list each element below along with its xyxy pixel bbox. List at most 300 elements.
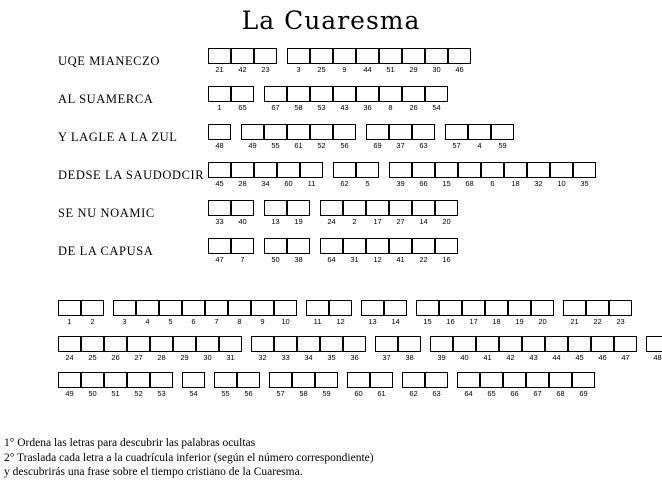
letter-cell-wrap xyxy=(320,336,343,362)
letter-cell[interactable] xyxy=(435,200,458,216)
letter-cell[interactable] xyxy=(208,238,231,254)
letter-cell-wrap xyxy=(476,336,499,362)
letter-cell-wrap xyxy=(462,300,485,326)
cell-number: 67 xyxy=(533,389,542,398)
letter-cell[interactable] xyxy=(208,200,231,216)
letter-cell-wrap xyxy=(287,200,310,226)
letter-cell[interactable] xyxy=(264,200,287,216)
letter-cell[interactable] xyxy=(287,200,310,216)
letter-cell-wrap xyxy=(182,300,205,326)
letter-group xyxy=(208,48,277,74)
cell-number: 6 xyxy=(490,179,495,188)
letter-cell[interactable] xyxy=(425,86,448,102)
letter-cell[interactable] xyxy=(241,124,264,140)
cell-number: 65 xyxy=(487,389,496,398)
letter-cell[interactable] xyxy=(412,238,435,254)
letter-cell[interactable] xyxy=(402,372,425,388)
letter-cell-wrap xyxy=(412,124,435,150)
letter-group xyxy=(347,372,393,398)
cell-number: 35 xyxy=(580,179,589,188)
letter-cell[interactable] xyxy=(508,300,531,316)
letter-cell[interactable] xyxy=(251,336,274,352)
letter-cell-wrap xyxy=(113,300,136,326)
letter-cell[interactable] xyxy=(448,48,471,64)
letter-cell-wrap xyxy=(228,300,251,326)
letter-cell-wrap xyxy=(254,48,277,74)
letter-cell-wrap xyxy=(300,162,323,188)
cell-number: 42 xyxy=(506,353,515,362)
letter-cell[interactable] xyxy=(127,336,150,352)
letter-cell-wrap xyxy=(58,336,81,362)
letter-cell[interactable] xyxy=(568,336,591,352)
letter-cell-wrap xyxy=(550,162,573,188)
letter-cell-wrap xyxy=(389,124,412,150)
letter-group xyxy=(208,86,254,112)
cell-number: 21 xyxy=(570,317,579,326)
letter-cell[interactable] xyxy=(499,336,522,352)
letter-cell[interactable] xyxy=(398,336,421,352)
letter-group xyxy=(208,124,231,150)
letter-cell-wrap xyxy=(389,200,412,226)
letter-cell[interactable] xyxy=(366,200,389,216)
letter-cell-wrap xyxy=(522,336,545,362)
letter-group xyxy=(361,300,407,326)
instruction-line: 1° Ordena las letras para descubrir las palabras ocultas xyxy=(4,437,256,449)
letter-cell-wrap xyxy=(264,238,287,264)
letter-cell[interactable] xyxy=(522,336,545,352)
letter-cell[interactable] xyxy=(329,300,352,316)
letter-cell-wrap xyxy=(251,336,274,362)
letter-cell-wrap xyxy=(208,124,231,150)
letter-cell[interactable] xyxy=(208,162,231,178)
cell-number: 45 xyxy=(575,353,584,362)
letter-cell[interactable] xyxy=(264,124,287,140)
letter-group xyxy=(264,86,448,112)
letter-cell[interactable] xyxy=(445,124,468,140)
cell-number: 7 xyxy=(214,317,219,326)
letter-cell-wrap xyxy=(646,336,662,362)
letter-cell-wrap xyxy=(292,372,315,398)
instructions-block xyxy=(4,436,374,480)
clue-section xyxy=(0,48,662,276)
letter-cell-wrap xyxy=(208,48,231,74)
letter-cell[interactable] xyxy=(389,124,412,140)
letter-cell-wrap xyxy=(468,124,491,150)
letter-cell[interactable] xyxy=(412,124,435,140)
letter-cell[interactable] xyxy=(320,200,343,216)
letter-cell[interactable] xyxy=(264,238,287,254)
cell-number: 44 xyxy=(552,353,561,362)
letter-cell[interactable] xyxy=(343,238,366,254)
cell-number: 58 xyxy=(294,103,303,112)
letter-group xyxy=(375,336,421,362)
letter-cell[interactable] xyxy=(113,300,136,316)
letter-cell[interactable] xyxy=(379,86,402,102)
cell-number: 34 xyxy=(304,353,313,362)
cell-number: 64 xyxy=(464,389,473,398)
letter-cell-wrap xyxy=(264,124,287,150)
letter-cell-wrap xyxy=(503,372,526,398)
cell-number: 8 xyxy=(388,103,393,112)
cell-number: 59 xyxy=(322,389,331,398)
letter-cell[interactable] xyxy=(402,86,425,102)
letter-cell-wrap xyxy=(508,300,531,326)
letter-cell-wrap xyxy=(264,86,287,112)
letter-cell[interactable] xyxy=(435,162,458,178)
letter-cell[interactable] xyxy=(310,86,333,102)
letter-cell[interactable] xyxy=(366,124,389,140)
letter-group xyxy=(264,200,310,226)
letter-cell[interactable] xyxy=(384,300,407,316)
letter-cell-wrap xyxy=(241,124,264,150)
letter-cell[interactable] xyxy=(104,336,127,352)
clue-answer-boxes xyxy=(208,124,524,150)
letter-cell[interactable] xyxy=(127,372,150,388)
letter-cell-wrap xyxy=(208,238,231,264)
letter-cell-wrap xyxy=(287,48,310,74)
letter-cell-wrap xyxy=(573,162,596,188)
letter-cell-wrap xyxy=(370,372,393,398)
cell-number: 53 xyxy=(157,389,166,398)
letter-cell[interactable] xyxy=(306,300,329,316)
letter-cell-wrap xyxy=(231,162,254,188)
cell-number: 61 xyxy=(294,141,303,150)
letter-cell[interactable] xyxy=(81,336,104,352)
letter-cell-wrap xyxy=(182,372,205,398)
letter-cell[interactable] xyxy=(264,86,287,102)
letter-cell[interactable] xyxy=(366,238,389,254)
letter-cell[interactable] xyxy=(274,300,297,316)
letter-cell[interactable] xyxy=(287,238,310,254)
letter-cell[interactable] xyxy=(389,162,412,178)
letter-cell[interactable] xyxy=(412,200,435,216)
letter-cell-wrap xyxy=(81,372,104,398)
letter-cell[interactable] xyxy=(320,336,343,352)
letter-cell[interactable] xyxy=(300,162,323,178)
letter-cell[interactable] xyxy=(254,48,277,64)
letter-cell[interactable] xyxy=(356,48,379,64)
letter-cell[interactable] xyxy=(231,86,254,102)
letter-cell-wrap xyxy=(196,336,219,362)
letter-cell-wrap xyxy=(58,372,81,398)
letter-cell[interactable] xyxy=(58,372,81,388)
letter-cell-wrap xyxy=(208,200,231,226)
letter-cell[interactable] xyxy=(356,162,379,178)
cell-number: 47 xyxy=(215,255,224,264)
cell-number: 19 xyxy=(515,317,524,326)
letter-cell[interactable] xyxy=(58,300,81,316)
letter-cell[interactable] xyxy=(425,48,448,64)
letter-cell[interactable] xyxy=(458,162,481,178)
letter-cell-wrap xyxy=(306,300,329,326)
letter-cell[interactable] xyxy=(646,336,662,352)
letter-cell[interactable] xyxy=(333,48,356,64)
cell-number: 67 xyxy=(271,103,280,112)
cell-number: 50 xyxy=(271,255,280,264)
clue-word: DE LA CAPUSA xyxy=(58,244,154,258)
cell-number: 29 xyxy=(180,353,189,362)
letter-cell-wrap xyxy=(343,200,366,226)
letter-cell-wrap xyxy=(356,86,379,112)
letter-cell[interactable] xyxy=(591,336,614,352)
cell-number: 51 xyxy=(386,65,395,74)
letter-group xyxy=(251,336,366,362)
letter-cell-wrap xyxy=(356,162,379,188)
letter-cell[interactable] xyxy=(277,162,300,178)
letter-group xyxy=(366,124,435,150)
letter-cell[interactable] xyxy=(208,48,231,64)
cell-number: 13 xyxy=(368,317,377,326)
letter-cell[interactable] xyxy=(485,300,508,316)
letter-cell[interactable] xyxy=(237,372,260,388)
cell-number: 42 xyxy=(238,65,247,74)
letter-cell-wrap xyxy=(531,300,554,326)
letter-cell[interactable] xyxy=(356,86,379,102)
letter-cell[interactable] xyxy=(480,372,503,388)
clue-word: Y LAGLE A LA ZUL xyxy=(58,130,178,144)
letter-cell[interactable] xyxy=(159,300,182,316)
letter-group xyxy=(320,238,458,264)
letter-cell[interactable] xyxy=(208,124,231,140)
letter-cell-wrap xyxy=(343,336,366,362)
clue-word: SE NU NOAMIC xyxy=(58,206,155,220)
cell-number: 34 xyxy=(261,179,270,188)
letter-cell[interactable] xyxy=(416,300,439,316)
letter-cell[interactable] xyxy=(333,124,356,140)
letter-cell[interactable] xyxy=(435,238,458,254)
letter-cell-wrap xyxy=(104,336,127,362)
letter-cell[interactable] xyxy=(370,372,393,388)
cell-number: 12 xyxy=(336,317,345,326)
cell-number: 38 xyxy=(405,353,414,362)
letter-cell-wrap xyxy=(384,300,407,326)
letter-cell-wrap xyxy=(445,124,468,150)
letter-cell[interactable] xyxy=(231,238,254,254)
letter-group xyxy=(208,238,254,264)
letter-cell[interactable] xyxy=(182,372,205,388)
cell-number: 54 xyxy=(432,103,441,112)
answer-grid-section xyxy=(0,300,662,408)
cell-number: 48 xyxy=(215,141,224,150)
letter-cell[interactable] xyxy=(343,200,366,216)
letter-cell-wrap xyxy=(150,372,173,398)
letter-cell[interactable] xyxy=(208,86,231,102)
letter-cell-wrap xyxy=(457,372,480,398)
letter-cell[interactable] xyxy=(231,48,254,64)
letter-cell[interactable] xyxy=(310,48,333,64)
letter-cell[interactable] xyxy=(150,372,173,388)
cell-number: 1 xyxy=(67,317,72,326)
cell-number: 10 xyxy=(557,179,566,188)
letter-cell[interactable] xyxy=(453,336,476,352)
letter-cell[interactable] xyxy=(347,372,370,388)
cell-number: 69 xyxy=(579,389,588,398)
letter-cell-wrap xyxy=(231,86,254,112)
cell-number: 12 xyxy=(373,255,382,264)
letter-group xyxy=(58,300,104,326)
letter-cell[interactable] xyxy=(375,336,398,352)
letter-cell[interactable] xyxy=(333,86,356,102)
letter-cell[interactable] xyxy=(104,372,127,388)
letter-cell[interactable] xyxy=(527,162,550,178)
letter-cell[interactable] xyxy=(310,124,333,140)
letter-cell[interactable] xyxy=(425,372,448,388)
letter-cell-wrap xyxy=(310,48,333,74)
letter-cell[interactable] xyxy=(287,86,310,102)
letter-group xyxy=(58,336,242,362)
letter-cell[interactable] xyxy=(81,372,104,388)
cell-number: 62 xyxy=(340,179,349,188)
letter-cell[interactable] xyxy=(182,300,205,316)
letter-cell-wrap xyxy=(287,86,310,112)
letter-cell[interactable] xyxy=(343,336,366,352)
letter-cell[interactable] xyxy=(251,300,274,316)
letter-cell-wrap xyxy=(389,162,412,188)
letter-cell[interactable] xyxy=(320,238,343,254)
letter-cell-wrap xyxy=(430,336,453,362)
letter-cell[interactable] xyxy=(389,238,412,254)
letter-cell-wrap xyxy=(527,162,550,188)
letter-cell[interactable] xyxy=(531,300,554,316)
letter-cell[interactable] xyxy=(231,200,254,216)
cell-number: 55 xyxy=(271,141,280,150)
letter-cell[interactable] xyxy=(81,300,104,316)
letter-cell[interactable] xyxy=(468,124,491,140)
cell-number: 68 xyxy=(556,389,565,398)
letter-group xyxy=(389,162,596,188)
letter-cell-wrap xyxy=(287,124,310,150)
letter-cell-wrap xyxy=(379,48,402,74)
letter-cell-wrap xyxy=(251,300,274,326)
cell-number: 16 xyxy=(446,317,455,326)
instruction-line: y descubrirás una frase sobre el tiempo cristiano de la Cuaresma. xyxy=(4,466,303,478)
cell-number: 22 xyxy=(419,255,428,264)
cell-number: 59 xyxy=(498,141,507,150)
answer-grid-row xyxy=(0,372,662,408)
cell-number: 31 xyxy=(350,255,359,264)
cell-number: 25 xyxy=(88,353,97,362)
cell-number: 45 xyxy=(215,179,224,188)
letter-cell[interactable] xyxy=(58,336,81,352)
cell-number: 4 xyxy=(145,317,150,326)
letter-cell[interactable] xyxy=(586,300,609,316)
letter-cell[interactable] xyxy=(315,372,338,388)
letter-cell-wrap xyxy=(412,162,435,188)
letter-cell-wrap xyxy=(310,86,333,112)
letter-cell[interactable] xyxy=(231,162,254,178)
cell-number: 60 xyxy=(284,179,293,188)
letter-cell[interactable] xyxy=(297,336,320,352)
cell-number: 33 xyxy=(215,217,224,226)
letter-cell[interactable] xyxy=(292,372,315,388)
letter-cell[interactable] xyxy=(214,372,237,388)
letter-cell-wrap xyxy=(402,372,425,398)
letter-cell[interactable] xyxy=(379,48,402,64)
letter-cell[interactable] xyxy=(572,372,595,388)
cell-number: 37 xyxy=(396,141,405,150)
letter-cell[interactable] xyxy=(196,336,219,352)
cell-number: 29 xyxy=(409,65,418,74)
cell-number: 14 xyxy=(391,317,400,326)
letter-cell-wrap xyxy=(366,124,389,150)
letter-cell[interactable] xyxy=(150,336,173,352)
cell-number: 46 xyxy=(455,65,464,74)
letter-cell-wrap xyxy=(356,48,379,74)
letter-cell[interactable] xyxy=(402,48,425,64)
cell-number: 32 xyxy=(534,179,543,188)
letter-cell[interactable] xyxy=(550,162,573,178)
cell-number: 26 xyxy=(111,353,120,362)
letter-cell[interactable] xyxy=(361,300,384,316)
letter-cell[interactable] xyxy=(573,162,596,178)
letter-cell[interactable] xyxy=(491,124,514,140)
letter-cell[interactable] xyxy=(287,124,310,140)
letter-cell[interactable] xyxy=(430,336,453,352)
clue-row xyxy=(0,162,662,200)
letter-cell[interactable] xyxy=(389,200,412,216)
letter-cell-wrap xyxy=(254,162,277,188)
letter-cell[interactable] xyxy=(205,300,228,316)
letter-cell[interactable] xyxy=(228,300,251,316)
letter-cell[interactable] xyxy=(563,300,586,316)
letter-group xyxy=(113,300,297,326)
letter-cell[interactable] xyxy=(504,162,527,178)
letter-cell[interactable] xyxy=(136,300,159,316)
letter-cell[interactable] xyxy=(545,336,568,352)
letter-cell[interactable] xyxy=(412,162,435,178)
letter-cell[interactable] xyxy=(609,300,632,316)
letter-cell[interactable] xyxy=(549,372,572,388)
cell-number: 48 xyxy=(653,353,662,362)
cell-number: 5 xyxy=(168,317,173,326)
letter-cell-wrap xyxy=(526,372,549,398)
letter-cell-wrap xyxy=(104,372,127,398)
letter-cell[interactable] xyxy=(614,336,637,352)
letter-cell[interactable] xyxy=(439,300,462,316)
letter-group xyxy=(241,124,356,150)
letter-cell[interactable] xyxy=(503,372,526,388)
letter-group xyxy=(402,372,448,398)
cell-number: 69 xyxy=(373,141,382,150)
letter-cell[interactable] xyxy=(333,162,356,178)
worksheet-page xyxy=(0,4,662,494)
cell-number: 40 xyxy=(460,353,469,362)
letter-cell[interactable] xyxy=(526,372,549,388)
letter-group xyxy=(58,372,173,398)
cell-number: 18 xyxy=(492,317,501,326)
letter-cell-wrap xyxy=(439,300,462,326)
letter-cell-wrap xyxy=(287,238,310,264)
cell-number: 24 xyxy=(65,353,74,362)
clue-answer-boxes xyxy=(208,86,458,112)
letter-cell[interactable] xyxy=(481,162,504,178)
clue-answer-boxes xyxy=(208,162,606,188)
letter-cell-wrap xyxy=(274,336,297,362)
letter-group xyxy=(269,372,338,398)
letter-cell[interactable] xyxy=(173,336,196,352)
letter-cell-wrap xyxy=(320,200,343,226)
letter-cell[interactable] xyxy=(287,48,310,64)
letter-cell[interactable] xyxy=(457,372,480,388)
cell-number: 46 xyxy=(598,353,607,362)
letter-cell[interactable] xyxy=(254,162,277,178)
letter-cell[interactable] xyxy=(269,372,292,388)
letter-group xyxy=(182,372,205,398)
letter-cell[interactable] xyxy=(274,336,297,352)
letter-cell[interactable] xyxy=(462,300,485,316)
letter-cell[interactable] xyxy=(219,336,242,352)
letter-cell[interactable] xyxy=(476,336,499,352)
